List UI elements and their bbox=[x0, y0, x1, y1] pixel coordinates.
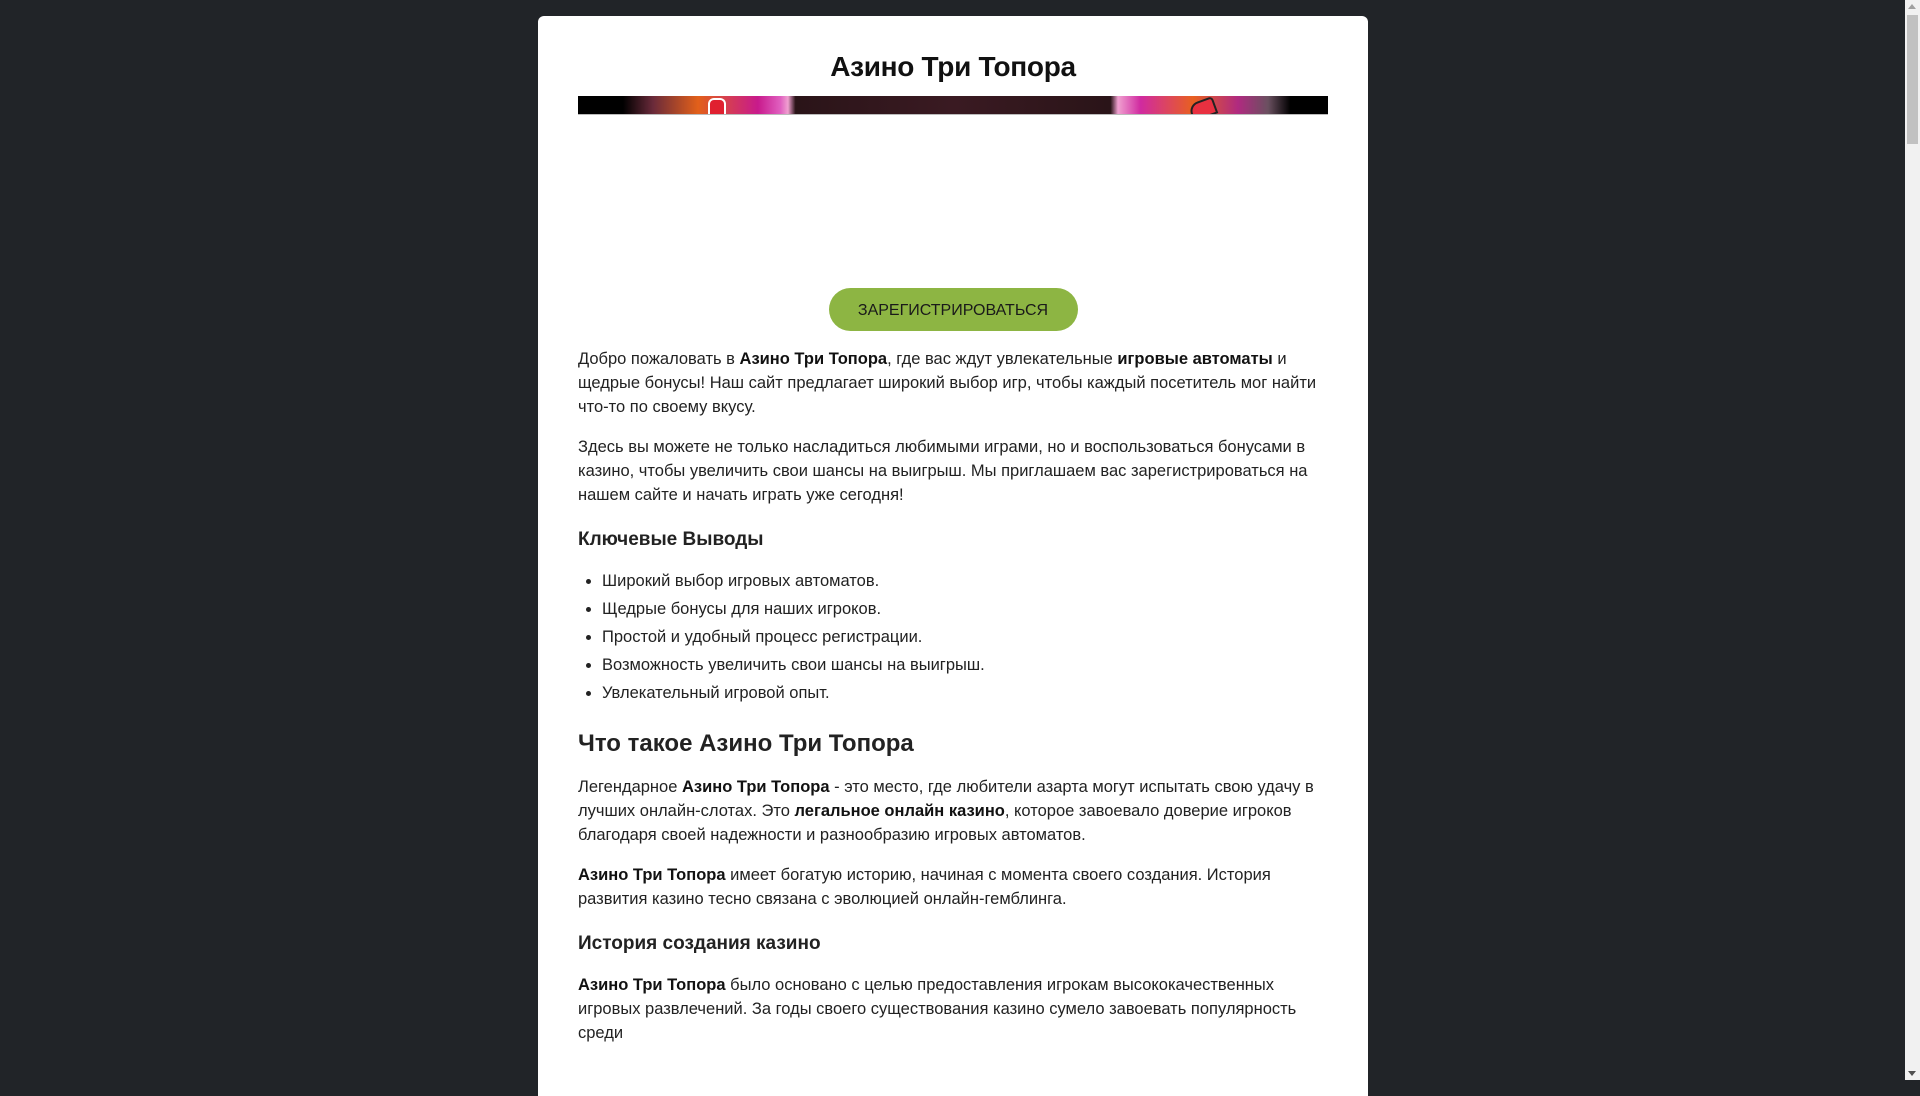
scroll-up-arrow-icon[interactable] bbox=[1908, 4, 1916, 9]
history-paragraph bbox=[578, 973, 1328, 1045]
page-title: Азино Три Топора bbox=[830, 51, 1076, 82]
list-item: • Простой и удобный процесс регистрации. bbox=[602, 625, 1328, 649]
intro-paragraph-2: Здесь вы можете не только насладиться любимыми играми, но и воспользоваться бонусами в казино, чтобы увеличить свои шансы на выигрыш. Мы приглашаем вас зарегистрироваться на нашем сайте и начать играть уже сегодня! bbox=[578, 438, 1308, 504]
slot-symbol-icon bbox=[708, 98, 726, 115]
brand-name: Азино Три Топора bbox=[681, 778, 830, 796]
brand-name: Азино Три Топора bbox=[578, 866, 726, 884]
what-is-heading: Что такое Азино Три Топора bbox=[578, 730, 914, 757]
intro-paragraph bbox=[578, 347, 1328, 419]
text: и щедрые бонусы! Наш сайт предлагает широкий выбор игр, чтобы каждый посетитель мог найти что-то по своему вкусу. bbox=[578, 350, 1317, 416]
main-card bbox=[538, 16, 1368, 1096]
history-heading: История создания казино bbox=[578, 933, 821, 954]
list-item: • Широкий выбор игровых автоматов. bbox=[602, 569, 1328, 593]
text: было основано с целью предоставления игрокам высококачественных игровых развлечений. За годы своего существования казино сумело завоевать популярность среди bbox=[578, 976, 1297, 1042]
list-item: • Щедрые бонусы для наших игроков. bbox=[602, 597, 1328, 621]
key-takeaways-list bbox=[578, 569, 1328, 705]
text: , где вас ждут увлекательные bbox=[887, 350, 1118, 368]
text: Добро пожаловать в bbox=[578, 350, 740, 368]
article-content bbox=[578, 347, 1328, 1045]
vertical-scrollbar[interactable] bbox=[1905, 0, 1920, 1080]
hero-image bbox=[578, 96, 1328, 115]
register-button[interactable]: ЗАРЕГИСТРИРОВАТЬСЯ bbox=[829, 288, 1078, 331]
keyword: игровые автоматы bbox=[1117, 350, 1273, 368]
text: имеет богатую историю, начиная с момента своего создания. История развития казино тесно связана с эволюцией онлайн-гемблинга. bbox=[578, 866, 1271, 908]
brand-name: Азино Три Топора bbox=[578, 976, 726, 994]
brand-name: Азино Три Топора bbox=[739, 350, 888, 368]
list-item: • Увлекательный игровой опыт. bbox=[602, 681, 1328, 705]
key-takeaways-heading: Ключевые Выводы bbox=[578, 529, 764, 550]
list-item: • Возможность увеличить свои шансы на выигрыш. bbox=[602, 653, 1328, 677]
keyword: легальное онлайн казино bbox=[794, 802, 1005, 820]
what-is-paragraph-2 bbox=[578, 863, 1328, 911]
text: , которое завоевало доверие игроков благодаря своей надежности и разнообразию игровых автоматов. bbox=[578, 802, 1292, 844]
text: Легендарное bbox=[578, 778, 682, 796]
scroll-down-arrow-icon[interactable] bbox=[1908, 1071, 1916, 1076]
slot-symbol-icon bbox=[1188, 96, 1219, 115]
text: - это место, где любители азарта могут испытать свою удачу в лучших онлайн-слотах. Это bbox=[578, 778, 1314, 820]
scrollbar-thumb[interactable] bbox=[1907, 15, 1918, 144]
hero-image-placeholder bbox=[578, 115, 1328, 288]
what-is-paragraph bbox=[578, 775, 1328, 847]
